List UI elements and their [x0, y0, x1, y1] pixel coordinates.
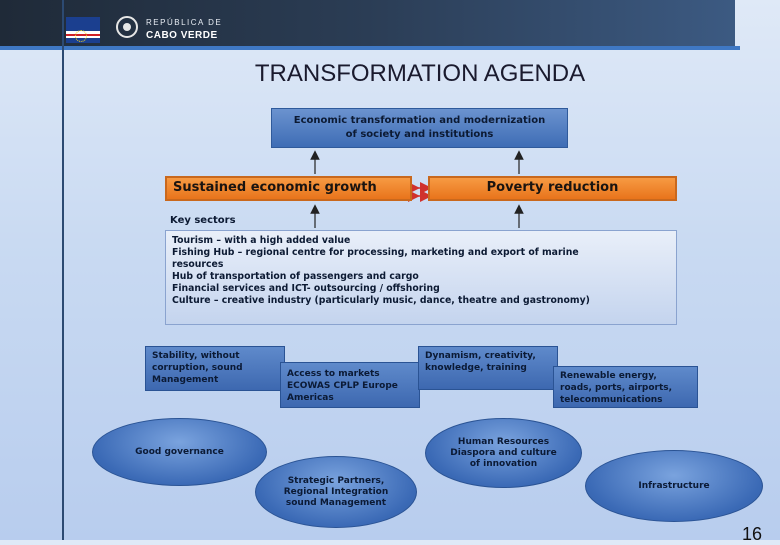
enabler-line: Stability, without	[152, 351, 240, 361]
growth-box: Sustained economic growth	[165, 176, 412, 201]
goal-line-2: of society and institutions	[345, 129, 494, 140]
sector-item: Hub of transportation of passengers and cargo	[172, 271, 419, 282]
pillar-good-governance	[92, 418, 267, 486]
enabler-line: telecommunications	[560, 395, 663, 405]
enabler-dynamism	[418, 346, 558, 390]
sector-item: Fishing Hub – regional centre for processing, marketing and export of marine	[172, 247, 579, 258]
pillar-line: Regional Integration	[283, 486, 389, 497]
goal-line-1: Economic transformation and modernization	[293, 115, 546, 126]
enabler-energy	[553, 366, 698, 408]
pillar-line: Infrastructure	[638, 480, 710, 491]
pillar-line: of innovation	[469, 458, 538, 469]
pillar-line: Strategic Partners,	[287, 475, 385, 486]
sector-item: resources	[172, 259, 224, 270]
poverty-box: Poverty reduction	[428, 176, 677, 201]
republic-label: REPÚBLICA DE	[146, 18, 223, 27]
enabler-line: corruption, sound	[152, 363, 243, 373]
country-label: CABO VERDE	[146, 30, 218, 41]
key-sectors-label: Key sectors	[170, 215, 236, 226]
goal-box	[271, 108, 568, 148]
pillar-infrastructure	[585, 450, 763, 522]
pillar-human-resources	[425, 418, 582, 488]
enabler-line: Dynamism, creativity,	[425, 351, 536, 361]
sector-item: Financial services and ICT- outsourcing / offshoring	[172, 283, 440, 294]
enabler-stability	[145, 346, 285, 391]
enabler-line: knowledge, training	[425, 363, 527, 373]
pillar-strategic-partners	[255, 456, 417, 528]
enabler-line: Americas	[287, 393, 334, 403]
pillar-line: Good governance	[135, 446, 224, 457]
enabler-line: Renewable energy,	[560, 371, 657, 381]
pillar-line: Human Resources	[457, 436, 550, 447]
pillar-line: Diaspora and culture	[450, 447, 557, 458]
enabler-line: roads, ports, airports,	[560, 383, 673, 393]
sectors-box	[165, 230, 677, 325]
enabler-markets	[280, 362, 420, 408]
pillar-line: sound Management	[285, 497, 387, 508]
enabler-line: Access to markets	[287, 369, 380, 379]
enabler-line: ECOWAS CPLP Europe	[287, 381, 398, 391]
sector-item: Culture – creative industry (particularly music, dance, theatre and gastronomy)	[172, 295, 590, 306]
sector-item: Tourism – with a high added value	[172, 235, 351, 246]
enabler-line: Management	[152, 375, 219, 385]
slide-title: TRANSFORMATION AGENDA	[254, 60, 586, 87]
page-number: 16	[742, 524, 763, 544]
